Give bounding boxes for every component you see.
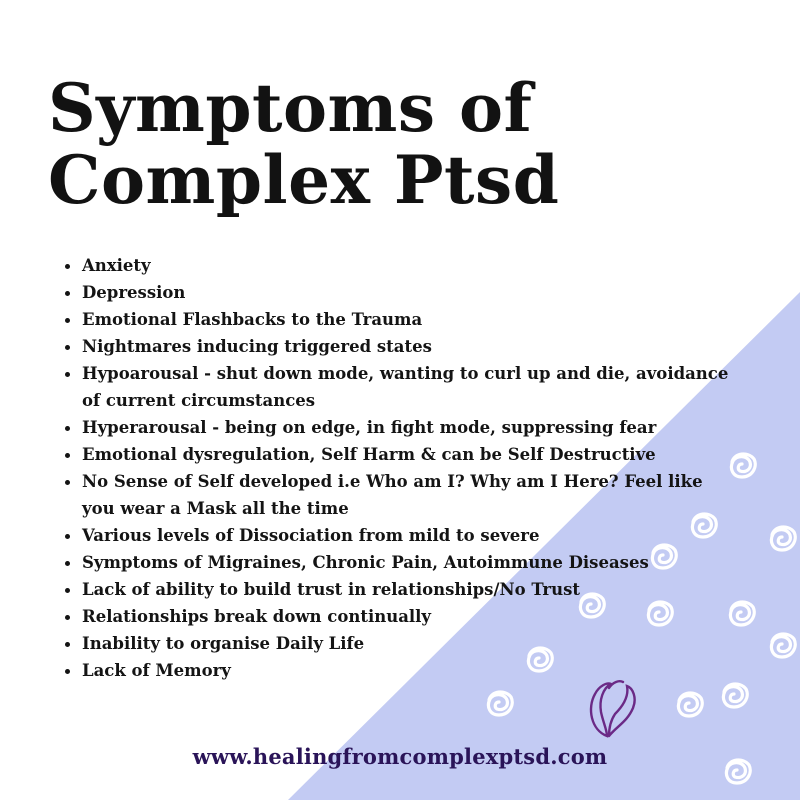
list-item: • Lack of Memory [82, 657, 732, 684]
symptom-list [48, 252, 732, 684]
title-line-1: Symptoms of [48, 69, 533, 147]
list-item: • Lack of ability to build trust in relationships/No Trust [82, 576, 732, 603]
list-item: • Nightmares inducing triggered states [82, 333, 732, 360]
page-title [48, 69, 560, 219]
butterfly-logo-icon [583, 678, 639, 744]
list-item: • Emotional dysregulation, Self Harm & can be Self Destructive [82, 441, 732, 468]
list-item: • Relationships break down continually [82, 603, 732, 630]
title-line-2: Complex Ptsd [48, 141, 560, 219]
logo-left-wing [591, 683, 611, 736]
list-item: • Various levels of Dissociation from mild to severe [82, 522, 732, 549]
list-item: • Inability to organise Daily Life [82, 630, 732, 657]
list-item: • Hyperarousal - being on edge, in fight mode, suppressing fear [82, 414, 732, 441]
list-item: • Emotional Flashbacks to the Trauma [82, 306, 732, 333]
list-item: • Anxiety [82, 252, 732, 279]
list-item: • Symptoms of Migraines, Chronic Pain, Autoimmune Diseases [82, 549, 732, 576]
list-item: • Depression [82, 279, 732, 306]
logo-antenna [609, 681, 623, 688]
website-url: www.healingfromcomplexptsd.com [192, 744, 608, 769]
logo-right-wing [609, 686, 635, 736]
list-item: • No Sense of Self developed i.e Who am I? Why am I Here? Feel like you wear a Mask all the time [82, 468, 732, 522]
list-item: • Hypoarousal - shut down mode, wanting to curl up and die, avoidance of current circumstances [82, 360, 732, 414]
